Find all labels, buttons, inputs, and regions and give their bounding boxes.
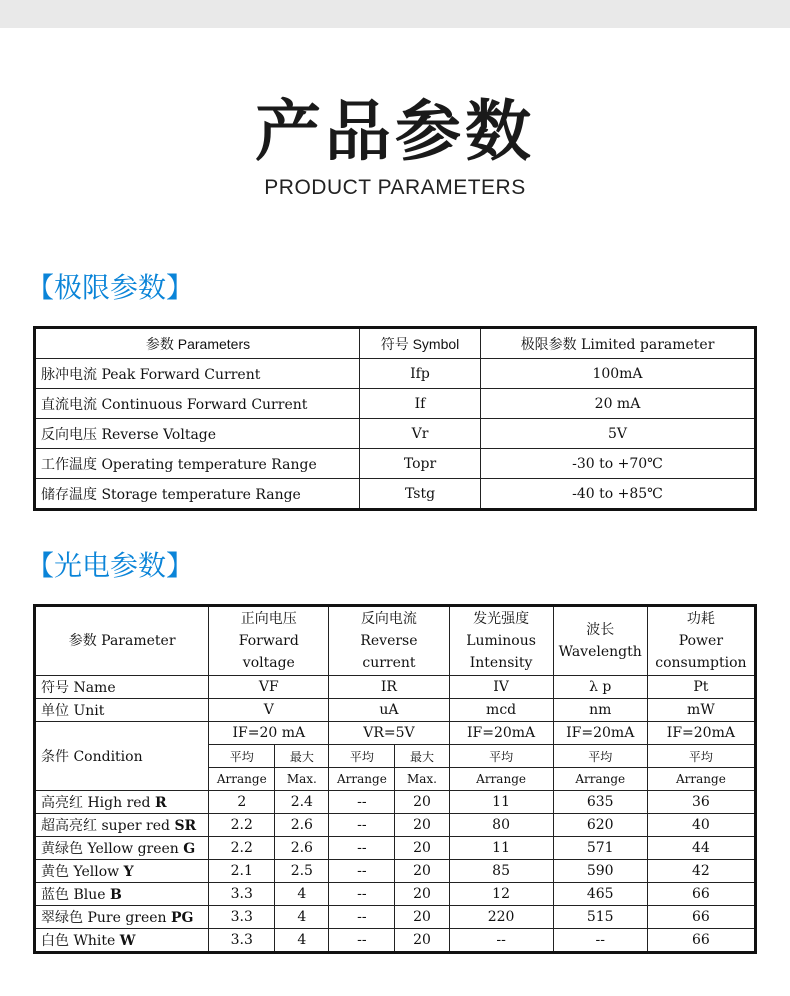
forward-voltage-en: Forward voltage	[238, 633, 299, 671]
avg-cn: 平均	[553, 745, 647, 768]
top-bar	[0, 0, 790, 28]
color-code: SR	[174, 818, 197, 834]
color-code: Y	[123, 864, 134, 880]
condition-label: 条件 Condition	[35, 722, 209, 791]
limit-symbol: Ifp	[360, 359, 481, 389]
table-row	[35, 419, 756, 449]
condition-rc: VR=5V	[329, 722, 449, 745]
header-symbol: 符号 Symbol	[360, 328, 481, 359]
vf-avg: 3.3	[209, 929, 275, 953]
optical-data-rows	[35, 791, 756, 953]
optical-section-title: 【光电参数】	[26, 549, 195, 582]
vf-max: 2.6	[275, 814, 329, 837]
symbol-iv: IV	[449, 676, 553, 699]
table-row	[35, 389, 756, 419]
color-name: 黄色 Yellow	[41, 864, 124, 880]
power-avg: 36	[647, 791, 755, 814]
page-title: 产品参数	[255, 93, 535, 170]
forward-voltage-cn: 正向电压	[240, 611, 297, 627]
condition-pc: IF=20mA	[647, 722, 755, 745]
wavelength-cn: 波长	[586, 622, 615, 638]
ir-avg: --	[329, 883, 395, 906]
iv-avg: 12	[449, 883, 553, 906]
power-avg: 66	[647, 929, 755, 953]
avg-en: Arrange	[647, 768, 755, 791]
page-subtitle: PRODUCT PARAMETERS	[264, 176, 526, 199]
ir-avg: --	[329, 837, 395, 860]
symbol-pt: Pt	[647, 676, 755, 699]
limit-value: -40 to +85℃	[481, 479, 756, 510]
ir-avg: --	[329, 791, 395, 814]
limit-symbol: Vr	[360, 419, 481, 449]
table-row	[35, 883, 756, 906]
max-en: Max.	[275, 768, 329, 791]
header-forward-voltage	[209, 606, 329, 676]
luminous-en1: Luminous	[466, 633, 536, 649]
color-name: 翠绿色 Pure green	[41, 910, 172, 926]
limit-name: 反向电压 Reverse Voltage	[35, 419, 360, 449]
avg-cn: 平均	[449, 745, 553, 768]
unit-lambda: nm	[553, 699, 647, 722]
ir-max: 20	[395, 814, 449, 837]
vf-avg: 3.3	[209, 906, 275, 929]
header-luminous-intensity	[449, 606, 553, 676]
power-avg: 40	[647, 814, 755, 837]
optical-header-row	[35, 606, 756, 676]
limits-header-row	[35, 328, 756, 359]
limit-value: 100mA	[481, 359, 756, 389]
limit-symbol: Topr	[360, 449, 481, 479]
table-row	[35, 479, 756, 510]
table-row	[35, 837, 756, 860]
symbol-ir: IR	[329, 676, 449, 699]
ir-max: 20	[395, 906, 449, 929]
avg-en: Arrange	[329, 768, 395, 791]
ir-max: 20	[395, 837, 449, 860]
power-en2: consumption	[655, 655, 747, 671]
avg-cn: 平均	[329, 745, 395, 768]
limit-value: 20 mA	[481, 389, 756, 419]
table-row	[35, 906, 756, 929]
color-code: R	[154, 795, 167, 811]
condition-li: IF=20mA	[449, 722, 553, 745]
vf-avg: 3.3	[209, 883, 275, 906]
ir-max: 20	[395, 791, 449, 814]
vf-max: 4	[275, 929, 329, 953]
iv-avg: --	[449, 929, 553, 953]
ir-max: 20	[395, 883, 449, 906]
vf-max: 2.5	[275, 860, 329, 883]
vf-max: 2.6	[275, 837, 329, 860]
wavelength-avg: --	[553, 929, 647, 953]
unit-vf: V	[209, 699, 329, 722]
max-cn: 最大	[275, 745, 329, 768]
avg-en: Arrange	[209, 768, 275, 791]
power-en1: Power	[678, 633, 724, 649]
color-name: 白色 White	[41, 933, 120, 949]
vf-avg: 2.2	[209, 814, 275, 837]
limit-value: 5V	[481, 419, 756, 449]
table-row	[35, 860, 756, 883]
symbol-lambda: λ p	[553, 676, 647, 699]
wavelength-avg: 515	[553, 906, 647, 929]
wavelength-avg: 620	[553, 814, 647, 837]
max-cn: 最大	[395, 745, 449, 768]
limit-symbol: If	[360, 389, 481, 419]
color-name-cell	[35, 791, 209, 814]
color-name-cell	[35, 860, 209, 883]
avg-cn: 平均	[647, 745, 755, 768]
table-row	[35, 449, 756, 479]
limit-name: 工作温度 Operating temperature Range	[35, 449, 360, 479]
avg-cn: 平均	[209, 745, 275, 768]
header-limited-parameter: 极限参数 Limited parameter	[481, 328, 756, 359]
unit-label: 单位 Unit	[35, 699, 209, 722]
vf-max: 4	[275, 883, 329, 906]
limit-name: 脉冲电流 Peak Forward Current	[35, 359, 360, 389]
ir-max: 20	[395, 860, 449, 883]
limit-value: -30 to +70℃	[481, 449, 756, 479]
symbol-label: 符号 Name	[35, 676, 209, 699]
reverse-current-cn: 反向电流	[360, 611, 417, 627]
condition-wl: IF=20mA	[553, 722, 647, 745]
ir-avg: --	[329, 906, 395, 929]
reverse-current-en: Reverse current	[360, 633, 418, 671]
ir-avg: --	[329, 860, 395, 883]
iv-avg: 220	[449, 906, 553, 929]
condition-row	[35, 722, 756, 745]
color-code: G	[183, 841, 196, 857]
header-power-consumption	[647, 606, 755, 676]
optical-table	[33, 604, 757, 954]
color-name: 蓝色 Blue	[41, 887, 110, 903]
color-code: B	[109, 887, 122, 903]
unit-row	[35, 699, 756, 722]
symbol-vf: VF	[209, 676, 329, 699]
power-avg: 44	[647, 837, 755, 860]
iv-avg: 11	[449, 837, 553, 860]
limit-name: 直流电流 Continuous Forward Current	[35, 389, 360, 419]
color-name: 超高亮红 super red	[41, 818, 175, 834]
color-code: W	[119, 933, 136, 949]
iv-avg: 85	[449, 860, 553, 883]
power-cn: 功耗	[686, 611, 715, 627]
color-code: PG	[171, 910, 194, 926]
table-row	[35, 791, 756, 814]
wavelength-en: Wavelength	[558, 644, 642, 660]
unit-pt: mW	[647, 699, 755, 722]
ir-avg: --	[329, 814, 395, 837]
limits-table	[33, 326, 757, 511]
unit-iv: mcd	[449, 699, 553, 722]
table-row	[35, 814, 756, 837]
luminous-en2: Intensity	[469, 655, 533, 671]
symbol-row	[35, 676, 756, 699]
header-wavelength	[553, 606, 647, 676]
iv-avg: 11	[449, 791, 553, 814]
max-en: Max.	[395, 768, 449, 791]
wavelength-avg: 465	[553, 883, 647, 906]
table-row	[35, 359, 756, 389]
wavelength-avg: 590	[553, 860, 647, 883]
vf-max: 4	[275, 906, 329, 929]
ir-avg: --	[329, 929, 395, 953]
color-name-cell	[35, 814, 209, 837]
table-row	[35, 929, 756, 953]
ir-max: 20	[395, 929, 449, 953]
power-avg: 42	[647, 860, 755, 883]
condition-fv: IF=20 mA	[209, 722, 329, 745]
header-parameter: 参数 Parameter	[35, 606, 209, 676]
limit-symbol: Tstg	[360, 479, 481, 510]
avg-en: Arrange	[449, 768, 553, 791]
vf-avg: 2	[209, 791, 275, 814]
wavelength-avg: 571	[553, 837, 647, 860]
vf-avg: 2.2	[209, 837, 275, 860]
vf-max: 2.4	[275, 791, 329, 814]
color-name-cell	[35, 883, 209, 906]
header-parameters: 参数 Parameters	[35, 328, 360, 359]
header-reverse-current	[329, 606, 449, 676]
vf-avg: 2.1	[209, 860, 275, 883]
color-name-cell	[35, 837, 209, 860]
limits-section-title: 【极限参数】	[26, 271, 195, 304]
avg-en: Arrange	[553, 768, 647, 791]
color-name: 高亮红 High red	[41, 795, 155, 811]
power-avg: 66	[647, 883, 755, 906]
wavelength-avg: 635	[553, 791, 647, 814]
limit-name: 储存温度 Storage temperature Range	[35, 479, 360, 510]
color-name-cell	[35, 906, 209, 929]
color-name: 黄绿色 Yellow green	[41, 841, 184, 857]
iv-avg: 80	[449, 814, 553, 837]
color-name-cell	[35, 929, 209, 953]
unit-ir: uA	[329, 699, 449, 722]
luminous-cn: 发光强度	[473, 611, 530, 627]
power-avg: 66	[647, 906, 755, 929]
